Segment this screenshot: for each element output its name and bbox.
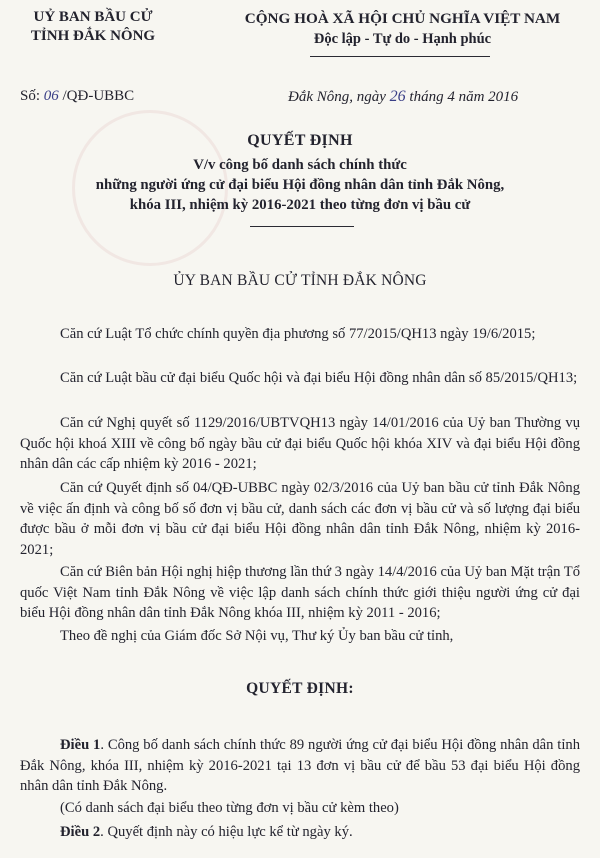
decision-title: QUYẾT ĐỊNH (247, 132, 353, 149)
article-1 (20, 735, 580, 797)
issue-date (288, 88, 588, 106)
doc-number-handwritten: 06 (43, 88, 59, 104)
preamble-paragraph-3: Căn cứ Nghị quyết số 1129/2016/UBTVQH13 ngày 14/01/2016 của Uỷ ban Thường vụ Quốc hội khoá XIII về công bố ngày bầu cử đại biểu Quốc hội khóa XIV và đại biểu Hội đồng nhân dân các cấp nhiệm kỳ 2016 - 2021; (20, 415, 580, 472)
preamble-paragraph-2: Căn cứ Luật bầu cử đại biểu Quốc hội và đại biểu Hội đồng nhân dân số 85/2015/QH13; (60, 370, 578, 386)
agency-line-1: UỶ BAN BẦU CỬ (33, 9, 153, 25)
article-1-label: Điều 1 (60, 737, 101, 753)
subject-line-1: V/v công bố danh sách chính thức (193, 157, 407, 173)
decision-heading: QUYẾT ĐỊNH: (246, 680, 354, 697)
preamble-paragraph-5: Căn cứ Biên bản Hội nghị hiệp thương lần thứ 3 ngày 14/4/2016 của Uỷ ban Mặt trận Tổ quốc Việt Nam tỉnh Đắk Nông về việc lập danh sách chính thức giới thiệu người ứng cử đại biểu Hội đồng nhân dân tỉnh Đắk Nông khóa III, nhiệm kỳ 2011 - 2016; (20, 564, 580, 621)
subject-line-3: khóa III, nhiệm kỳ 2016-2021 theo từng đơn vị bầu cử (129, 197, 471, 213)
title-underline (250, 226, 354, 227)
preamble-paragraph-1: Căn cứ Luật Tổ chức chính quyền địa phương số 77/2015/QH13 ngày 19/6/2015; (60, 326, 536, 342)
motto-underline (310, 56, 490, 57)
date-day-handwritten: 26 (389, 88, 406, 105)
article-2 (20, 822, 580, 843)
issuer-heading: ỦY BAN BẦU CỬ TỈNH ĐẮK NÔNG (173, 272, 427, 289)
date-prefix: Đắk Nông, ngày (288, 89, 390, 105)
decision-subject (0, 155, 600, 215)
date-suffix: tháng 4 năm 2016 (405, 89, 519, 105)
document-number (20, 88, 134, 105)
article-1-text: . Công bố danh sách chính thức 89 người ứng cử đại biểu Hội đồng nhân dân tỉnh Đắk Nông, khóa III, nhiệm kỳ 2016-2021 tại 13 đơn vị bầu cử để bầu 53 đại biểu Hội đồng nhân dân tỉnh Đắk Nông. (20, 737, 580, 794)
issuing-agency-header (8, 8, 178, 46)
national-header (205, 8, 600, 50)
article-2-text: . Quyết định này có hiệu lực kể từ ngày ký. (100, 824, 353, 840)
preamble-paragraph-4: Căn cứ Quyết định số 04/QĐ-UBBC ngày 02/3/2016 của Uỷ ban bầu cử tỉnh Đắk Nông về việc ấn định và công bố số đơn vị bầu cử, danh sách các đơn vị bầu cử và số lượng đại biểu được bầu ở mỗi đơn vị bầu cử đại biểu Hội đồng nhân dân tỉnh Đắk Nông, nhiệm kỳ 2016-2021; (20, 480, 580, 558)
article-1-note: (Có danh sách đại biểu theo từng đơn vị bầu cử kèm theo) (60, 800, 399, 816)
nation-name: CỘNG HOÀ XÃ HỘI CHỦ NGHĨA VIỆT NAM (244, 10, 561, 27)
national-motto: Độc lập - Tự do - Hạnh phúc (313, 31, 492, 47)
preamble-paragraph-6: Theo đề nghị của Giám đốc Sở Nội vụ, Thư ký Ủy ban bầu cử tỉnh, (60, 628, 454, 644)
agency-line-2: TỈNH ĐẮK NÔNG (30, 28, 156, 44)
subject-line-2: những người ứng cử đại biểu Hội đồng nhân dân tỉnh Đắk Nông, (95, 177, 505, 193)
article-2-label: Điều 2 (60, 824, 101, 840)
doc-number-prefix: Số: (20, 88, 44, 104)
doc-number-suffix: /QĐ-UBBC (58, 88, 135, 104)
